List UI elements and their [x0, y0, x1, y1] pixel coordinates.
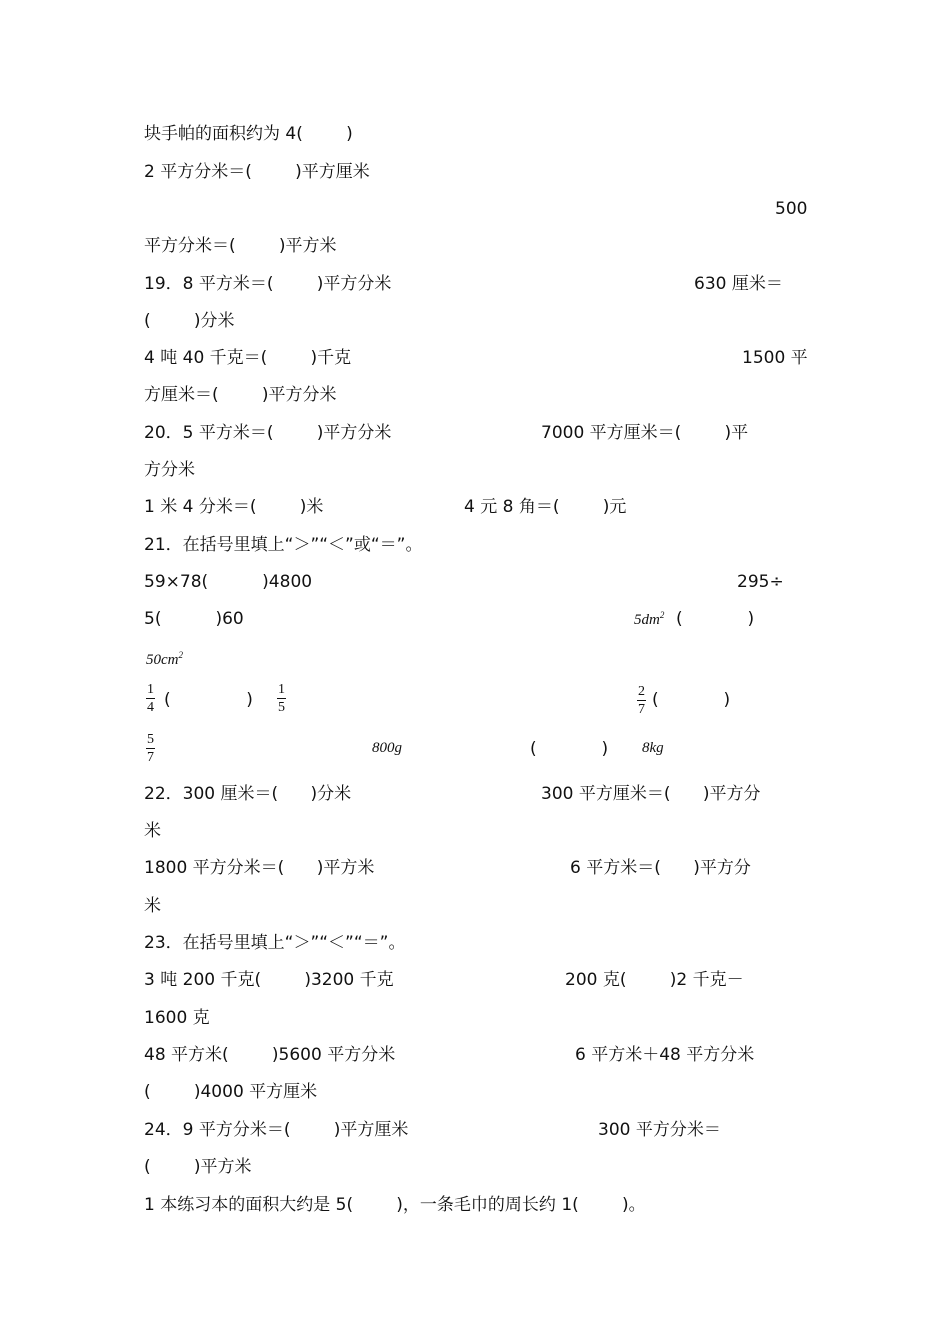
- question-line: 630 厘米＝: [694, 274, 783, 294]
- question-line: 1 米 4 分米＝( )米: [144, 497, 324, 517]
- question-line: ( )分米: [144, 311, 235, 331]
- question-line: 1500 平: [742, 348, 808, 368]
- question-line: 1600 克: [144, 1008, 210, 1028]
- question-line: 300 平方分米＝: [598, 1120, 721, 1140]
- question-line: 2 平方分米＝( )平方厘米: [144, 162, 370, 182]
- question-line: 500: [775, 199, 808, 219]
- question-21: 21．在括号里填上“＞”“＜”或“＝”。: [144, 535, 423, 555]
- fraction: 1 4: [147, 682, 154, 715]
- question-line: 6 平方米＋48 平方分米: [575, 1045, 755, 1065]
- question-line: ( ): [652, 690, 731, 710]
- question-line: 6 平方米＝( )平方分: [570, 858, 751, 878]
- question-line: 200 克( )2 千克－: [565, 970, 744, 990]
- question-line: 4 元 8 角＝( )元: [464, 497, 627, 517]
- question-line: 4 吨 40 千克＝( )千克: [144, 348, 352, 368]
- question-23: 23．在括号里填上“＞”“＜”“＝”。: [144, 933, 406, 953]
- question-line: 1800 平方分米＝( )平方米: [144, 858, 375, 878]
- question-line: 米: [144, 821, 161, 841]
- fraction: 2 7: [638, 684, 645, 717]
- question-line: 48 平方米( )5600 平方分米: [144, 1045, 396, 1065]
- unit-expression: 8kg: [642, 740, 664, 756]
- question-line: ( )平方米: [144, 1157, 252, 1177]
- question-line: 方分米: [144, 460, 195, 480]
- question-line: 3 吨 200 千克( )3200 千克: [144, 970, 394, 990]
- question-line: 方厘米＝( )平方分米: [144, 385, 337, 405]
- question-line: 7000 平方厘米＝( )平: [541, 423, 749, 443]
- question-19: 19．8 平方米＝( )平方分米: [144, 274, 392, 294]
- question-line: 米: [144, 896, 161, 916]
- question-line: 5( )60: [144, 609, 244, 629]
- question-line: 295÷: [737, 572, 784, 592]
- unit-expression: 800g: [372, 740, 402, 756]
- question-20: 20．5 平方米＝( )平方分米: [144, 423, 392, 443]
- question-line: ( ): [676, 609, 755, 629]
- question-line: 平方分米＝( )平方米: [144, 236, 337, 256]
- fraction: 5 7: [147, 732, 154, 765]
- unit-expression: $5dm^2$: [634, 610, 665, 628]
- unit-expression: $50cm^2$: [146, 650, 183, 668]
- question-line: 300 平方厘米＝( )平方分: [541, 784, 761, 804]
- fraction: 1 5: [278, 682, 285, 715]
- question-24: 24．9 平方分米＝( )平方厘米: [144, 1120, 409, 1140]
- question-line: 1 本练习本的面积大约是 5( )，一条毛巾的周长约 1( )。: [144, 1195, 646, 1215]
- question-line: ( ): [530, 739, 609, 759]
- question-line: ( )4000 平方厘米: [144, 1082, 318, 1102]
- question-line: 59×78( )4800: [144, 572, 313, 592]
- question-22: 22．300 厘米＝( )分米: [144, 784, 352, 804]
- question-line: ( ): [164, 690, 253, 710]
- question-line: 块手帕的面积约为 4( ): [144, 124, 353, 144]
